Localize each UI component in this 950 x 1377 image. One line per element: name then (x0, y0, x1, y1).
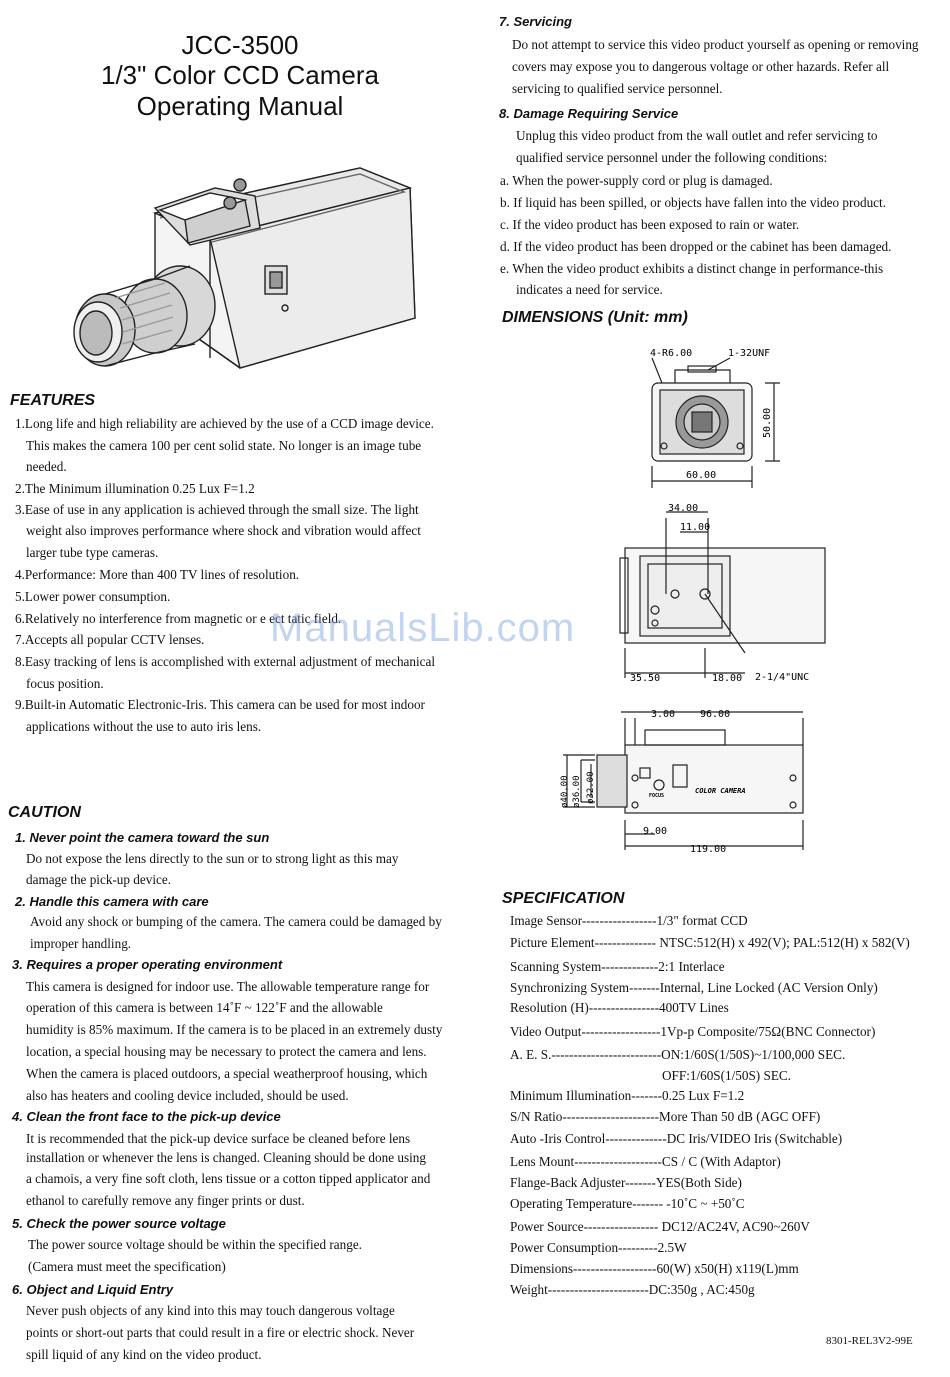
spec-row: Operating Temperature------- -10˚C ~ +50˚C (510, 1196, 745, 1211)
caution-line: When the camera is placed outdoors, a special weatherproof housing, which (26, 1066, 428, 1081)
features-line: needed. (26, 459, 67, 474)
document-title-manual: Operating Manual (136, 91, 344, 121)
caution-line: (Camera must meet the specification) (28, 1259, 226, 1274)
spec-row: Power Consumption---------2.5W (510, 1240, 687, 1255)
features-line: focus position. (26, 676, 104, 691)
front-width-label: 60.00 (686, 470, 717, 481)
spec-row: Dimensions-------------------60(W) x50(H) x119(L)mm (510, 1261, 799, 1276)
dimensions-heading: DIMENSIONS (Unit: mm) (502, 309, 688, 326)
damage-line: e. When the video product exhibits a distinct change in performance-this (500, 261, 884, 276)
caution-item-title: 3. Requires a proper operating environment (12, 957, 283, 972)
spec-row: S/N Ratio----------------------More Than 50 dB (AGC OFF) (510, 1109, 821, 1124)
caution-line: ethanol to carefully remove any finger prints or dust. (26, 1193, 305, 1208)
spec-row: Flange-Back Adjuster-------YES(Both Side) (510, 1175, 742, 1190)
spec-row: Power Source----------------- DC12/AC24V, AC90~260V (510, 1219, 810, 1234)
features-line: applications without the use to auto iris lens. (26, 719, 262, 734)
features-line: 2.The Minimum illumination 0.25 Lux F=1.2 (15, 481, 255, 496)
damage-line: d. If the video product has been dropped or the cabinet has been damaged. (500, 239, 892, 254)
spec-row: Lens Mount--------------------CS / C (With Adaptor) (510, 1154, 781, 1169)
bottom-d2-label: 11.00 (680, 522, 711, 533)
side-view-drawing (555, 700, 815, 858)
features-line: 9.Built-in Automatic Electronic-Iris. This camera can be used for most indoor (15, 697, 425, 712)
features-line: 4.Performance: More than 400 TV lines of resolution. (15, 567, 300, 582)
side-dia3-label: ø32.00 (586, 771, 596, 804)
caution-line: Do not expose the lens directly to the sun or to strong light as this may (26, 851, 399, 866)
servicing-line: servicing to qualified service personnel. (512, 81, 723, 96)
features-line: 6.Relatively no interference from magnetic or e ect tatic field. (15, 611, 342, 626)
damage-line: b. If liquid has been spilled, or objects have fallen into the video product. (500, 195, 886, 210)
caution-item-title: 6. Object and Liquid Entry (12, 1282, 174, 1297)
damage-line: a. When the power-supply cord or plug is damaged. (500, 173, 773, 188)
bottom-view-drawing (600, 498, 840, 690)
caution-line: Never push objects of any kind into this may touch dangerous voltage (26, 1303, 395, 1318)
bottom-d1-label: 34.00 (668, 503, 699, 514)
side-d3-label: 9.00 (643, 826, 668, 837)
caution-line: installation or whenever the lens is changed. Cleaning should be done using (26, 1150, 426, 1165)
features-line: larger tube type cameras. (26, 545, 159, 560)
caution-line: humidity is 85% maximum. If the camera is to be placed in an extremely dusty (26, 1022, 443, 1037)
damage-title: 8. Damage Requiring Service (499, 106, 679, 121)
spec-row: Video Output------------------1Vp-p Composite/75Ω(BNC Connector) (510, 1024, 876, 1039)
spec-row: A. E. S.-------------------------ON:1/60S(1/50S)~1/100,000 SEC. (510, 1047, 846, 1062)
features-line: 3.Ease of use in any application is achieved through the small size. The light (15, 502, 419, 517)
caution-line: location, a special housing may be necessary to protect the camera and lens. (26, 1044, 427, 1059)
damage-line: Unplug this video product from the wall outlet and refer servicing to (516, 128, 878, 143)
servicing-line: covers may expose you to dangerous voltage or other hazards. Refer all (512, 59, 890, 74)
damage-line: qualified service personnel under the following conditions: (516, 150, 828, 165)
spec-row: Synchronizing System-------Internal, Line Locked (AC Version Only) (510, 980, 878, 995)
side-dia1-label: ø40.00 (560, 775, 570, 808)
caution-line: a chamois, a very fine soft cloth, lens tissue or a cotton tipped applicator and (26, 1171, 431, 1186)
features-line: 1.Long life and high reliability are achieved by the use of a CCD image device. (15, 416, 434, 431)
caution-item-title: 2. Handle this camera with care (15, 894, 209, 909)
bottom-d3-label: 35.50 (630, 673, 661, 684)
caution-line: Avoid any shock or bumping of the camera. The camera could be damaged by (30, 914, 442, 929)
caution-item-title: 4. Clean the front face to the pick-up device (12, 1109, 281, 1124)
spec-row: Scanning System-------------2:1 Interlace (510, 959, 725, 974)
servicing-title: 7. Servicing (499, 14, 572, 29)
caution-line: also has heaters and cooling device included, should be used. (26, 1088, 349, 1103)
watermark: ManualsLib.com (270, 606, 576, 650)
front-view-drawing (600, 338, 800, 498)
side-dia2-label: ø36.00 (572, 775, 582, 808)
features-heading: FEATURES (10, 392, 96, 409)
spec-row: Image Sensor-----------------1/3" format CCD (510, 913, 748, 928)
servicing-line: Do not attempt to service this video product yourself as opening or removing (512, 37, 919, 52)
side-d2-label: 96.00 (700, 709, 731, 720)
caution-line: The power source voltage should be within the specified range. (28, 1237, 362, 1252)
spec-row: Resolution (H)----------------400TV Lines (510, 1000, 729, 1015)
front-thread-label: 1-32UNF (728, 348, 771, 359)
side-camera-label: COLOR CAMERA (695, 787, 746, 795)
caution-line: points or short-out parts that could result in a fire or electric shock. Never (26, 1325, 415, 1340)
spec-row: Auto -Iris Control--------------DC Iris/VIDEO Iris (Switchable) (510, 1131, 843, 1146)
caution-item-title: 1. Never point the camera toward the sun (15, 830, 270, 845)
document-title-model: JCC-3500 (181, 30, 299, 60)
front-r-label: 4-R6.00 (650, 348, 693, 359)
side-length-label: 119.00 (690, 844, 727, 855)
spec-row: Picture Element-------------- NTSC:512(H) x 492(V); PAL:512(H) x 582(V) (510, 935, 910, 950)
document-code: 8301-REL3V2-99E (826, 1335, 913, 1347)
front-height-label: 50.00 (762, 407, 773, 438)
specification-heading: SPECIFICATION (502, 890, 625, 907)
features-line: 7.Accepts all popular CCTV lenses. (15, 632, 205, 647)
features-line: weight also improves performance where shock and vibration would affect (26, 523, 421, 538)
caution-line: This camera is designed for indoor use. The allowable temperature range for (26, 979, 430, 994)
bottom-d4-label: 18.00 (712, 673, 743, 684)
caution-line: operation of this camera is between 14˚F ~ 122˚F and the allowable (26, 1000, 383, 1015)
caution-line: It is recommended that the pick-up device surface be cleaned before lens (26, 1131, 411, 1146)
side-d1-label: 3.00 (651, 709, 676, 720)
features-line: 5.Lower power consumption. (15, 589, 171, 604)
caution-heading: CAUTION (8, 804, 81, 821)
damage-line: c. If the video product has been exposed to rain or water. (500, 217, 800, 232)
bottom-thread-label: 2-1/4"UNC (755, 672, 810, 683)
camera-illustration (60, 148, 420, 378)
damage-line: indicates a need for service. (516, 282, 663, 297)
caution-item-title: 5. Check the power source voltage (12, 1216, 226, 1231)
document-title-subtitle: 1/3" Color CCD Camera (101, 60, 379, 90)
spec-row: Weight-----------------------DC:350g , AC:450g (510, 1282, 755, 1297)
side-focus-label: FOCUS (649, 793, 665, 799)
caution-line: damage the pick-up device. (26, 872, 171, 887)
caution-line: improper handling. (30, 936, 132, 951)
features-line: 8.Easy tracking of lens is accomplished with external adjustment of mechanical (15, 654, 436, 669)
spec-row: OFF:1/60S(1/50S) SEC. (662, 1068, 791, 1083)
caution-line: spill liquid of any kind on the video product. (26, 1347, 262, 1362)
features-line: This makes the camera 100 per cent solid state. No longer is an image tube (26, 438, 422, 453)
spec-row: Minimum Illumination-------0.25 Lux F=1.2 (510, 1088, 745, 1103)
